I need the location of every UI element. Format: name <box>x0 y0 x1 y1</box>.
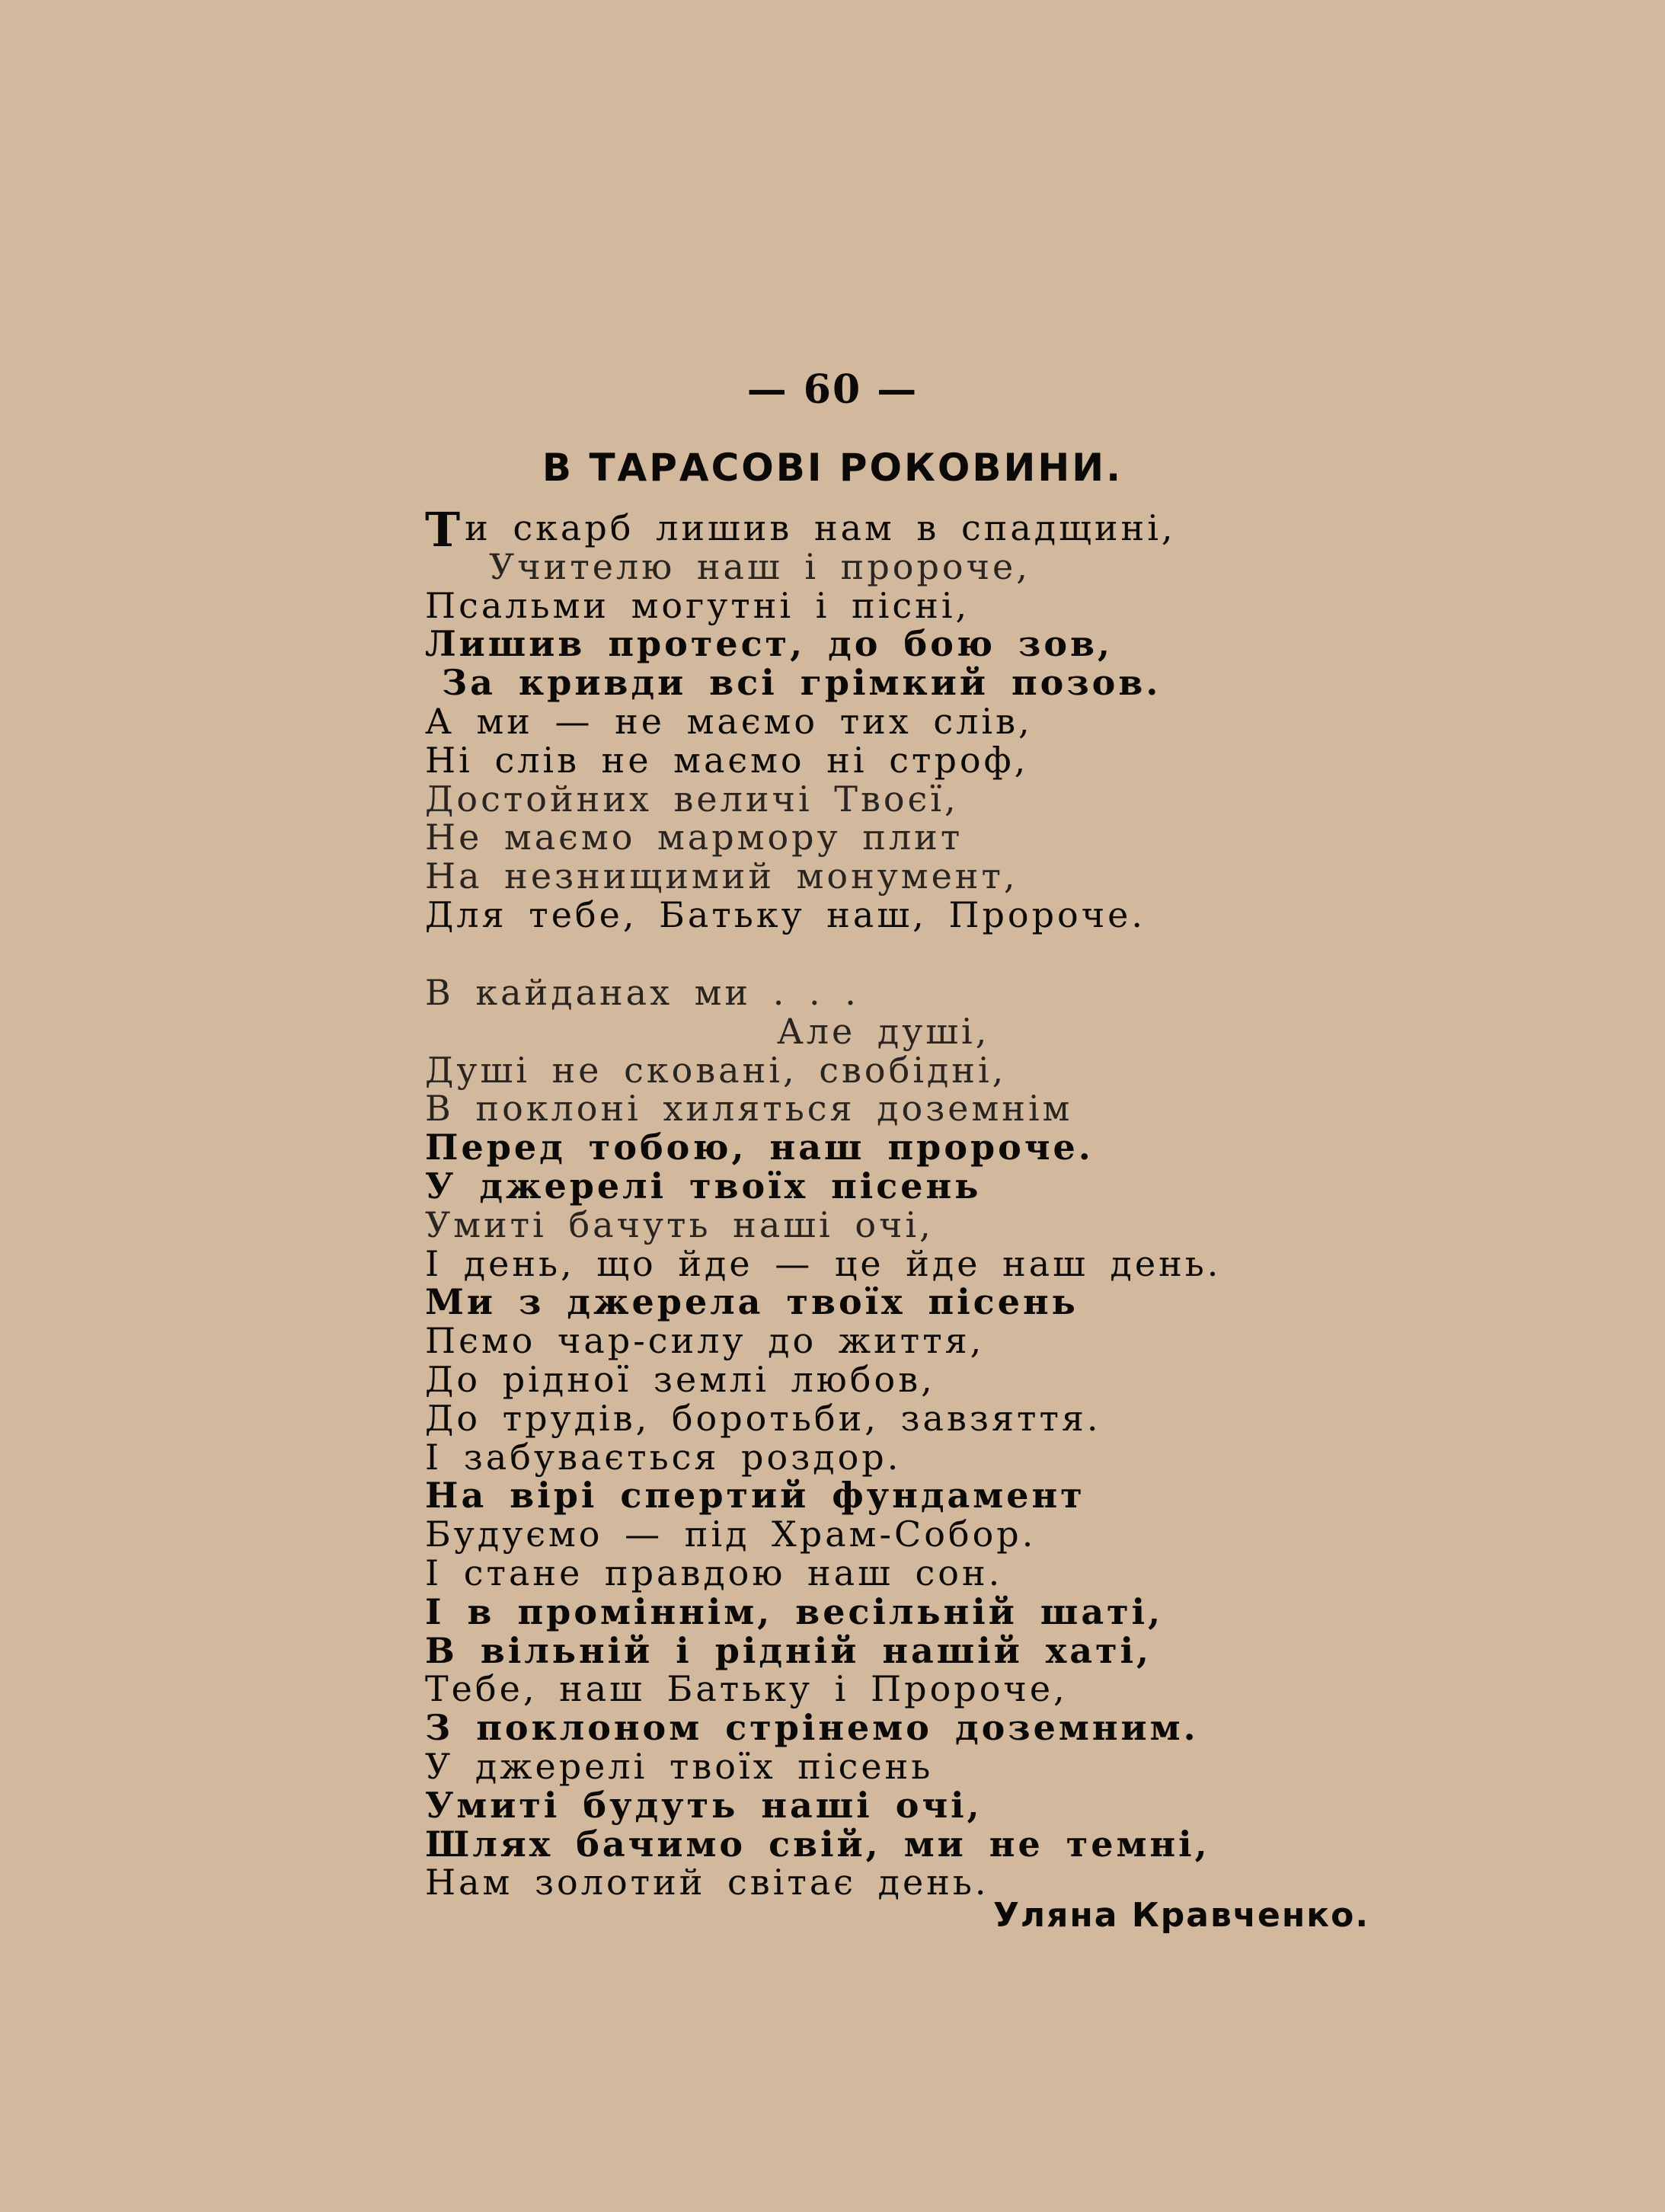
poem-line: Душі не сковані, свобідні, <box>425 1049 1007 1091</box>
poem-line: Достойних величі Твоєї, <box>425 778 959 820</box>
author-signature: Уляна Кравченко. <box>993 1896 1370 1935</box>
poem-line: До трудів, боротьби, завзяття. <box>425 1397 1101 1439</box>
poem-line: На незнищимий монумент, <box>425 855 1018 897</box>
poem-line: І забувається роздор. <box>425 1436 902 1478</box>
poem-line <box>425 502 1537 558</box>
poem-line: За кривди всі грімкий позов. <box>442 662 1162 704</box>
poem-line: В поклоні хиляться доземнім <box>425 1088 1073 1130</box>
poem-line: Псальми могутні і пісні, <box>425 584 970 626</box>
poem-line-text: и скарб лишив нам в спадщині, <box>465 507 1176 548</box>
poem-line: Будуємо — під Храм-Собор. <box>425 1514 1037 1555</box>
poem-line: Шлях бачимо свій, ми не темні, <box>425 1823 1210 1865</box>
poem-line: У джерелі твоїх пісень <box>425 1745 934 1787</box>
poem-line: І стане правдою наш сон. <box>425 1552 1003 1593</box>
poem-line: Умиті бачуть наші очі, <box>425 1203 934 1245</box>
poem-line: Ми з джерела твоїх пісень <box>425 1281 1079 1323</box>
poem-line: З поклоном стрінемо доземним. <box>425 1707 1199 1749</box>
poem-line: Для тебе, Батьку наш, Пророче. <box>425 893 1146 935</box>
poem-line: Але душі, <box>777 1010 990 1052</box>
poem-line: До рідної землі любов, <box>425 1358 935 1400</box>
poem-line: А ми — не маємо тих слів, <box>425 700 1033 742</box>
poem-line: Нам золотий світає день. <box>425 1862 989 1904</box>
poem-line: В кайданах ми . . . <box>425 972 859 1013</box>
poem-line: І в проміннім, весільній шаті, <box>425 1590 1164 1632</box>
poem-line: Не маємо мармору плит <box>425 817 964 858</box>
poem-line: Пємо чар-силу до життя, <box>425 1320 985 1362</box>
poem-stanza-2 <box>425 973 1537 1902</box>
poem-line: Умиті будуть наші очі, <box>425 1784 983 1826</box>
poem-line: Перед тобою, наш пророче. <box>425 1127 1094 1168</box>
poem-stanza-1 <box>425 502 1537 935</box>
poem-line: Лишив протест, до бою зов, <box>425 623 1114 665</box>
poem-line: Тебе, наш Батьку і Пророче, <box>425 1668 1068 1710</box>
drop-cap-letter: Т <box>425 502 464 558</box>
poem-line: Учителю наш і пророче, <box>489 545 1031 587</box>
page-number: — 60 — <box>746 366 919 413</box>
poem-title: В ТАРАСОВІ РОКОВИНИ. <box>542 446 1123 490</box>
poem-line: Ні слів не маємо ні строф, <box>425 739 1029 781</box>
poem-line: В вільній і рідній нашій хаті, <box>425 1629 1152 1671</box>
poem-line: У джерелі твоїх пісень <box>425 1165 982 1207</box>
poem-line: І день, що йде — це йде наш день. <box>425 1242 1222 1284</box>
poem-line: На вірі спертий фундамент <box>425 1475 1085 1517</box>
